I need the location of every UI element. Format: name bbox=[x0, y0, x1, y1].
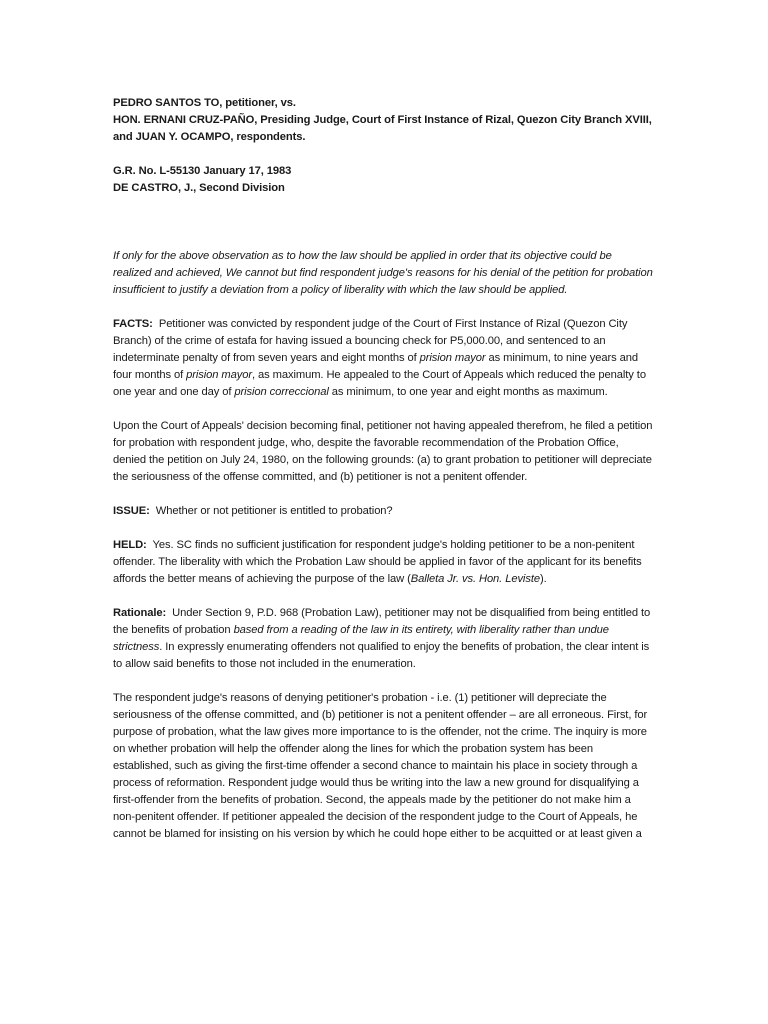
ponente: DE CASTRO, J., Second Division bbox=[113, 182, 285, 194]
facts-paragraph: FACTS: Petitioner was convicted by respondent judge of the Court of First Instance of Rizal (Quezon City Branch) of the crime of estafa for having issued a bouncing check for P5,000.00, and sentenced to an indeterminate penalty of from seven years and eight months of prision mayor as minimum, to nine years and four months of prision mayor, as maximum. He appealed to the Court of Appeals which reduced the penalty to one year and one day of prision correccional as minimum, to one year and eight months as maximum. bbox=[113, 318, 646, 398]
issue-label: ISSUE: bbox=[113, 505, 150, 517]
case-parties-line2: HON. ERNANI CRUZ-PAÑO, Presiding Judge, Court of First Instance of Rizal, Quezon City Branch XVIII, and JUAN Y. OCAMPO, respondents. bbox=[113, 114, 652, 143]
discussion-paragraph: The respondent judge's reasons of denying petitioner's probation - i.e. (1) petitioner will depreciate the seriousness of the offense committed, and (b) petitioner is not a penitent offender – are all erroneous. First, for purpose of probation, what the law gives more importance to is the offender, not the crime. The inquiry is more on whether probation will help the offender along the lines for which the probation system has been established, such as giving the first-time offender a second chance to maintain his place in society through a process of reformation. Respondent judge would thus be writing into the law a new ground for disqualifying a first-offender from the benefits of probation. Second, the appeals made by the petitioner do not make him a non-penitent offender. If petitioner appealed the decision of the respondent judge to the Court of Appeals, he cannot be blamed for insisting on his version by which he could hope either to be acquitted or at least given a bbox=[113, 692, 648, 840]
case-number: G.R. No. L-55130 January 17, 1983 bbox=[113, 165, 292, 177]
case-digest bbox=[113, 95, 653, 843]
doctrine: If only for the above observation as to how the law should be applied in order that its objective could be realized and achieved, We cannot but find respondent judge's reasons for his denial of the petition for probation insufficient to justify a deviation from a policy of liberality with which the law should be applied. bbox=[113, 250, 653, 296]
facts-label: FACTS: bbox=[113, 318, 153, 330]
held-label: HELD: bbox=[113, 539, 147, 551]
rationale-label: Rationale: bbox=[113, 607, 167, 619]
held-paragraph: HELD: Yes. SC finds no sufficient justification for respondent judge's holding petitioner to be a non-penitent offender. The liberality with which the Probation Law should be applied in favor of the applicant for its benefits affords the better means of achieving the purpose of the law (Balleta Jr. vs. Hon. Leviste). bbox=[113, 539, 642, 585]
case-parties-line1: PEDRO SANTOS TO, petitioner, vs. bbox=[113, 97, 296, 109]
rationale-paragraph: Rationale: Under Section 9, P.D. 968 (Probation Law), petitioner may not be disqualified from being entitled to the benefits of probation based from a reading of the law in its entirety, with liberality rather than undue strictness. In expressly enumerating offenders not qualified to enjoy the benefits of probation, the clear intent is to allow said benefits to those not included in the enumeration. bbox=[113, 607, 651, 670]
citation: Balleta Jr. vs. Hon. Leviste bbox=[410, 573, 540, 585]
facts-paragraph-2: Upon the Court of Appeals' decision becoming final, petitioner not having appealed therefrom, he filed a petition for probation with respondent judge, who, despite the favorable recommendation of the Probation Office, denied the petition on July 24, 1980, on the following grounds: (a) to grant probation to petitioner will depreciate the seriousness of the offense committed, and (b) petitioner is not a penitent offender. bbox=[113, 420, 653, 483]
issue-paragraph: ISSUE: Whether or not petitioner is entitled to probation? bbox=[113, 505, 393, 517]
